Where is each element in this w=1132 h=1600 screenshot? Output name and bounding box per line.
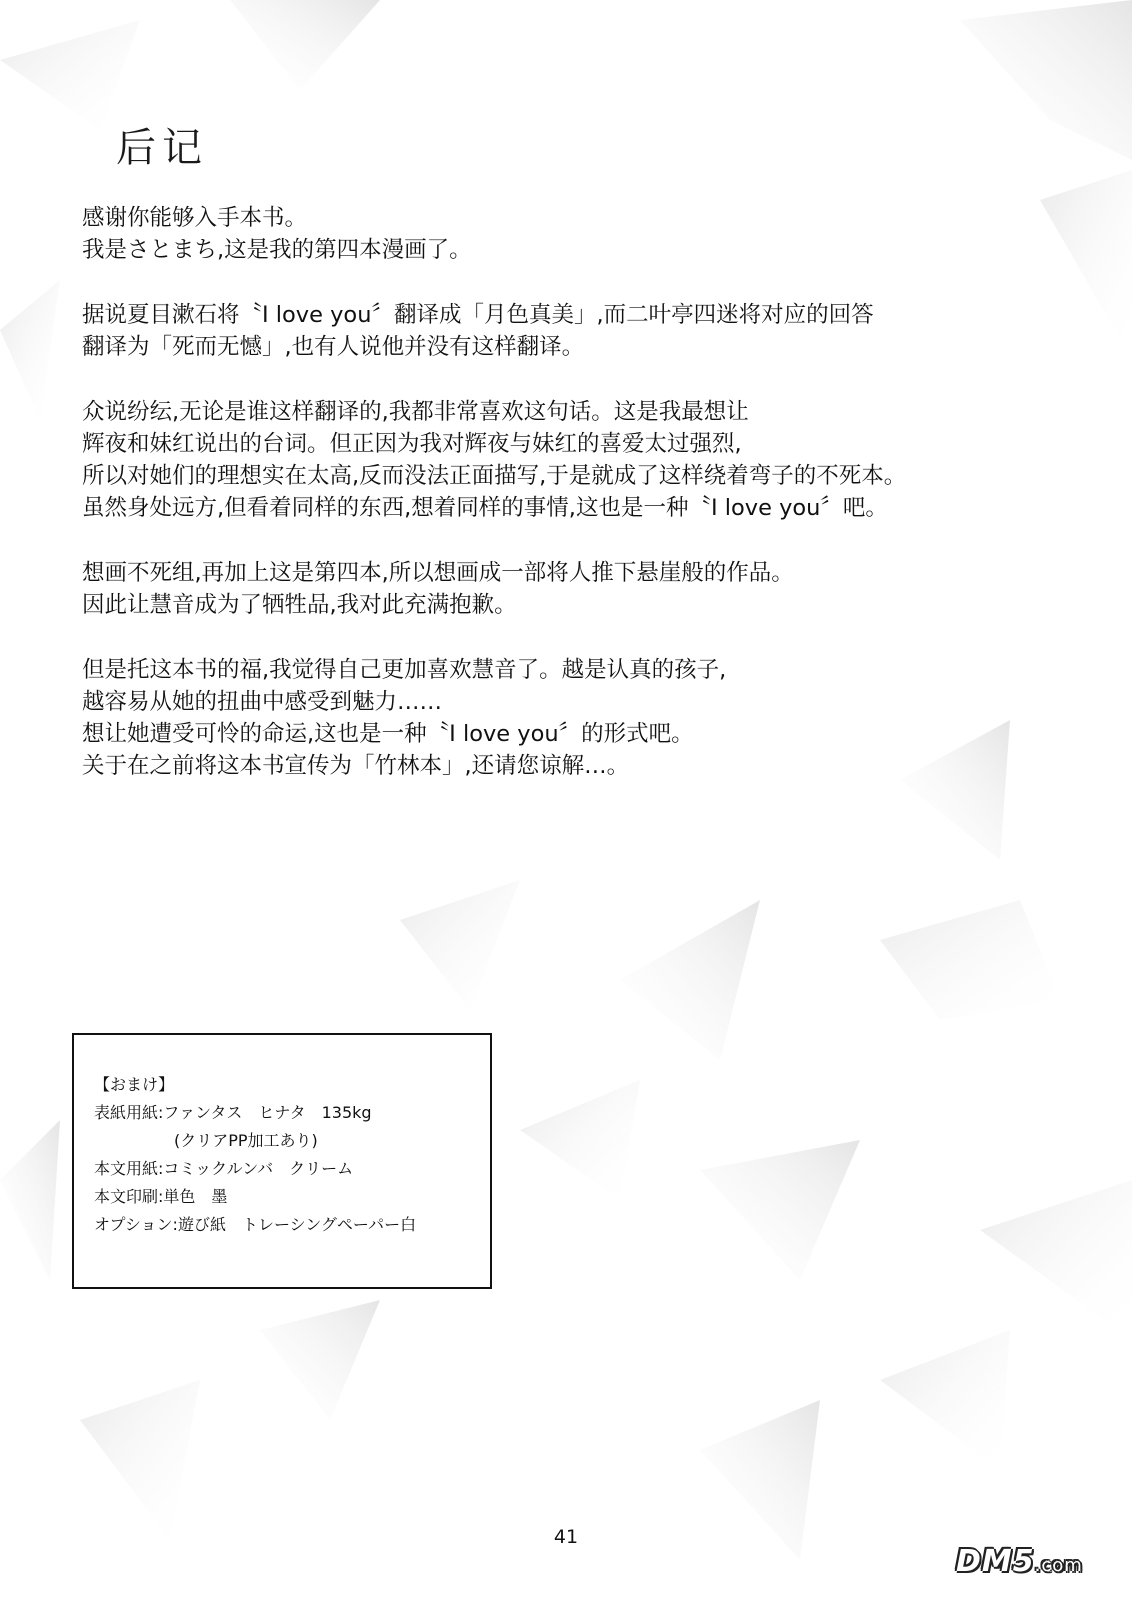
omake-box (72, 1033, 492, 1289)
text-line: 众说纷纭,无论是谁这样翻译的,我都非常喜欢这句话。这是我最想让 (82, 399, 749, 425)
text-line: 但是托这本书的福,我觉得自己更加喜欢慧音了。越是认真的孩子, (82, 657, 727, 683)
text-line: 关于在之前将这本书宣传为「竹林本」,还请您谅解…。 (82, 753, 630, 779)
text-line: 因此让慧音成为了牺牲品,我对此充满抱歉。 (82, 592, 517, 618)
paragraph-5 (82, 654, 1062, 782)
paragraph-2 (82, 299, 1062, 363)
text-line: 想让她遭受可怜的命运,这也是一种〝I love you〞的形式吧。 (82, 721, 694, 747)
text-line: 虽然身处远方,但看着同样的东西,想着同样的事情,这也是一种〝I love you〞吧。 (82, 495, 888, 521)
text-line: 翻译为「死而无憾」,也有人说他并没有这样翻译。 (82, 334, 585, 360)
afterword-body (82, 202, 1062, 815)
page-title: 后记 (116, 125, 208, 171)
paragraph-3 (82, 396, 1062, 524)
omake-row: オプション:遊び紙 トレーシングペーパー白 (94, 1215, 417, 1234)
omake-row: (クリアPP加工あり) (94, 1131, 318, 1150)
text-line: 感谢你能够入手本书。 (82, 205, 308, 231)
omake-header: 【おまけ】 (94, 1075, 175, 1094)
omake-row: 本文印刷:単色 墨 (94, 1187, 228, 1206)
watermark-brand: DM5 (956, 1544, 1035, 1579)
text-line: 所以对她们的理想实在太高,反而没法正面描写,于是就成了这样绕着弯子的不死本。 (82, 463, 907, 489)
text-line: 据说夏目漱石将〝I love you〞翻译成「月色真美」,而二叶亭四迷将对应的回答 (82, 302, 874, 328)
site-watermark-logo (956, 1544, 1083, 1579)
page-number: 41 (553, 1526, 579, 1548)
text-line: 我是さとまち,这是我的第四本漫画了。 (82, 237, 472, 263)
paragraph-1 (82, 202, 1062, 266)
text-line: 越容易从她的扭曲中感受到魅力…… (82, 689, 443, 715)
text-line: 想画不死组,再加上这是第四本,所以想画成一部将人推下悬崖般的作品。 (82, 560, 794, 586)
paragraph-4 (82, 557, 1062, 621)
watermark-suffix: .com (1034, 1555, 1083, 1576)
omake-row: 本文用紙:コミックルンバ クリーム (94, 1159, 354, 1178)
omake-row: 表紙用紙:ファンタス ヒナタ 135kg (94, 1103, 372, 1122)
text-line: 辉夜和妹红说出的台词。但正因为我对辉夜与妹红的喜爱太过强烈, (82, 431, 742, 457)
